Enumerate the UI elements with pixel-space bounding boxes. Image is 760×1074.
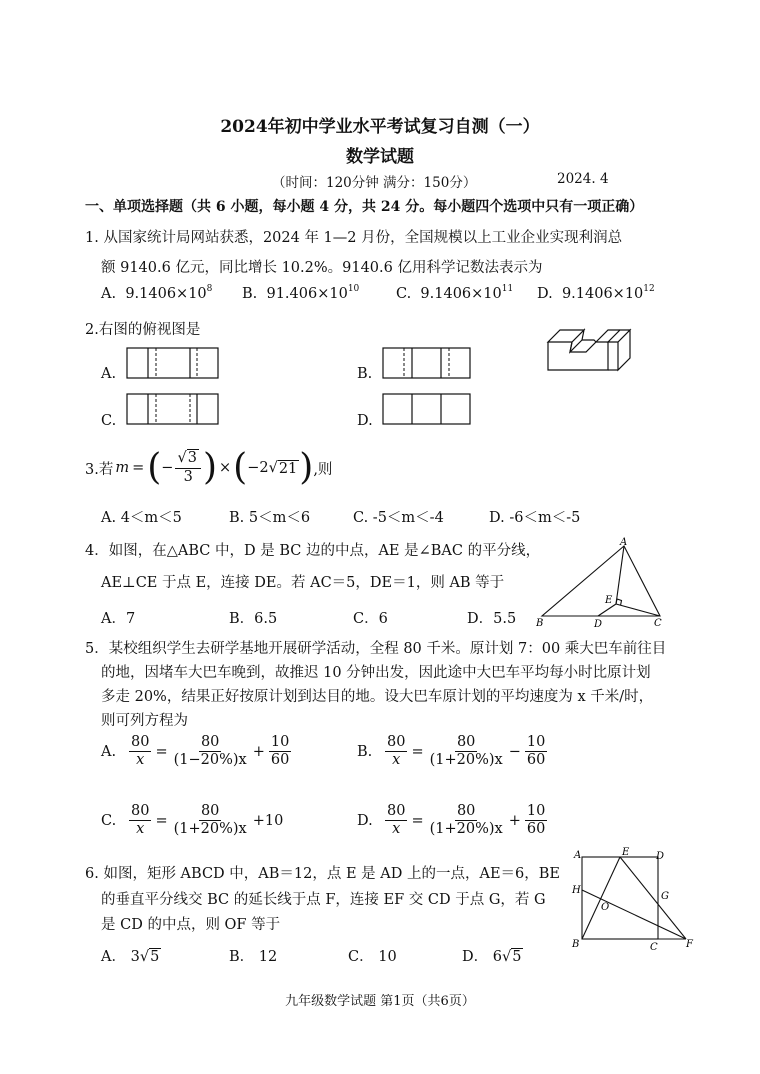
- exam-title: 2024年初中学业水平考试复习自测（一）: [220, 117, 540, 137]
- q4-option-d: D．5.5: [467, 611, 517, 627]
- q3-option-c: C. -5＜m＜-4: [353, 510, 444, 526]
- q2-solid-figure: [546, 320, 632, 372]
- q1-option-c: C. $9.1406\times 10^{11}$: [396, 284, 514, 302]
- q6-option-b: B． 12: [229, 949, 278, 965]
- q2-option-c-figure: [126, 393, 220, 425]
- q6-label-e: E: [622, 847, 630, 858]
- q5-option-a: A. $\frac{80}{x}$ = $\frac{80}{(1-20\%)x}$ + $\frac{10}{60}$: [101, 734, 290, 769]
- q5-option-c: C. $\frac{80}{x}$ = $\frac{80}{(1+20\%)x}$ +10: [101, 803, 284, 838]
- q4-label-d: D: [594, 619, 603, 628]
- q4-option-b: B．6.5: [229, 611, 278, 627]
- exam-subtitle: 数学试题: [346, 147, 414, 167]
- q4-label-b: B: [536, 618, 544, 628]
- q2-option-d-label: D.: [357, 413, 373, 429]
- q5-stem-line2: 的地，因堵车大巴车晚到，故推迟 10 分钟出发，因此途中大巴车平均每小时比原计划: [101, 665, 651, 681]
- q1-option-b: B. $91.406\times 10^{10}$: [242, 284, 360, 302]
- q6-label-h: H: [572, 885, 581, 896]
- q6-stem-line1: 6. 如图，矩形 ABCD 中，AB＝12，点 E 是 AD 上的一点，AE＝6，BE: [85, 866, 560, 882]
- q6-label-b: B: [572, 939, 580, 950]
- q6-label-c: C: [650, 942, 658, 953]
- exam-date: 2024. 4: [557, 171, 609, 187]
- q5-stem-line3: 多走 20%，结果正好按原计划到达目的地。设大巴车原计划的平均速度为 x 千米/时，: [101, 689, 654, 705]
- section-heading: 一、单项选择题（共 6 小题，每小题 4 分，共 24 分。每小题四个选项中只有一项正确）: [85, 199, 644, 215]
- q6-stem-line3: 是 CD 的中点，则 OF 等于: [101, 917, 281, 933]
- page-footer: 九年级数学试题 第1页（共6页）: [285, 994, 475, 1009]
- q2-option-d-figure: [382, 393, 472, 425]
- q4-stem-line1: 4．如图，在△ABC 中，D 是 BC 边的中点，AE 是∠BAC 的平分线，: [85, 543, 541, 559]
- q4-label-c: C: [654, 618, 662, 628]
- q6-label-g: G: [661, 891, 669, 902]
- q6-label-d: D: [656, 851, 665, 862]
- q4-stem-line2: AE⊥CE 于点 E，连接 DE。若 AC＝5，DE＝1，则 AB 等于: [101, 575, 505, 591]
- q2-option-b-label: B.: [357, 366, 373, 382]
- q5-stem-line1: 5．某校组织学生去研学基地开展研学活动，全程 80 千米。原计划 7：00 乘大巴车前往目: [85, 641, 667, 657]
- q2-option-c-label: C.: [101, 413, 117, 429]
- q6-label-a: A: [574, 850, 582, 861]
- q3-option-d: D. -6＜m＜-5: [489, 510, 581, 526]
- q2-option-b-figure: [382, 347, 472, 379]
- q6-option-d: D． 6√5: [462, 949, 522, 965]
- q1-option-d: D. $9.1406\times 10^{12}$: [537, 284, 655, 302]
- q1-stem-line2: 额 9140.6 亿元，同比增长 10.2%。9140.6 亿用科学记数法表示为: [101, 260, 543, 276]
- exam-meta: （时间：120分钟 满分：150分）: [272, 175, 477, 191]
- q6-option-c: C． 10: [348, 949, 397, 965]
- q4-option-a: A．7: [101, 611, 136, 627]
- q4-triangle-figure: [536, 536, 674, 628]
- q5-option-d: D. $\frac{80}{x}$ = $\frac{80}{(1+20\%)x}$ + $\frac{10}{60}$: [357, 803, 546, 838]
- q1-stem-line1: 1. 从国家统计局网站获悉，2024 年 1—2 月份，全国规模以上工业企业实现利润总: [85, 230, 623, 246]
- q2-option-a-figure: [126, 347, 220, 379]
- q1-option-a: A. $9.1406\times 10^8$: [101, 284, 213, 302]
- q2-option-a-label: A.: [101, 366, 117, 382]
- q4-option-c: C．6: [353, 611, 388, 627]
- q4-label-e: E: [605, 595, 613, 606]
- q6-label-o: O: [601, 902, 610, 913]
- q5-option-b: B. $\frac{80}{x}$ = $\frac{80}{(1+20\%)x}$ − $\frac{10}{60}$: [357, 734, 546, 769]
- q6-label-f: F: [686, 939, 693, 950]
- q3-option-b: B. 5＜m＜6: [229, 510, 311, 526]
- q3-stem: 3.若 m = ( − $\frac{√3}{3}$ ) × ( −2 √ 21 ) ,则: [85, 447, 333, 488]
- q3-option-a: A. 4＜m＜5: [101, 510, 182, 526]
- q4-label-a: A: [620, 537, 628, 548]
- q6-option-a: A． 3√5: [101, 949, 160, 965]
- q2-stem: 2.右图的俯视图是: [85, 322, 201, 338]
- q5-stem-line4: 则可列方程为: [101, 713, 188, 729]
- q6-rectangle-figure: [568, 846, 698, 954]
- q6-stem-line2: 的垂直平分线交 BC 的延长线于点 F，连接 EF 交 CD 于点 G，若 G: [101, 892, 546, 908]
